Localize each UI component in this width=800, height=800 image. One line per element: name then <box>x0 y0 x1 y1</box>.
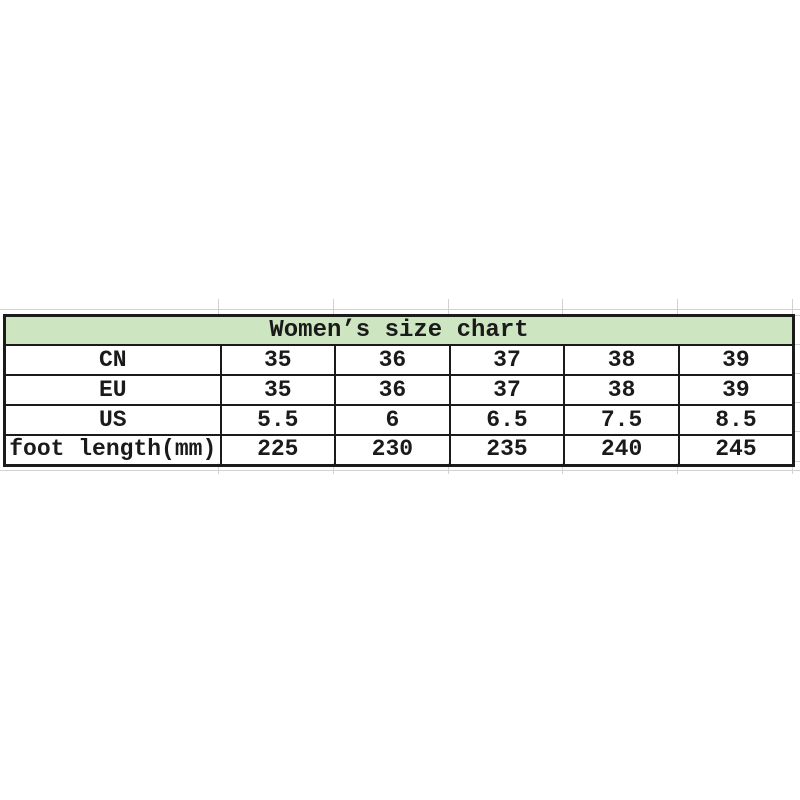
value-cell: 8.5 <box>679 405 794 435</box>
value-cell: 6 <box>335 405 450 435</box>
value-cell: 7.5 <box>564 405 679 435</box>
value-cell: 6.5 <box>450 405 565 435</box>
table-row-foot-length <box>5 435 794 465</box>
value-cell: 38 <box>564 375 679 405</box>
row-label-cn: CN <box>5 345 221 375</box>
gridline-horizontal-above <box>0 309 800 310</box>
value-cell: 38 <box>564 345 679 375</box>
table-row-cn <box>5 345 794 375</box>
size-chart-title-row <box>5 316 794 346</box>
value-cell: 35 <box>221 375 336 405</box>
row-label-foot-length: foot length(mm) <box>5 435 221 465</box>
value-cell: 245 <box>679 435 794 465</box>
value-cell: 240 <box>564 435 679 465</box>
value-cell: 225 <box>221 435 336 465</box>
row-label-eu: EU <box>5 375 221 405</box>
row-label-us: US <box>5 405 221 435</box>
value-cell: 36 <box>335 375 450 405</box>
gridline-horizontal-below <box>0 470 800 471</box>
table-row-eu <box>5 375 794 405</box>
value-cell: 36 <box>335 345 450 375</box>
value-cell: 235 <box>450 435 565 465</box>
value-cell: 39 <box>679 375 794 405</box>
value-cell: 37 <box>450 345 565 375</box>
value-cell: 230 <box>335 435 450 465</box>
value-cell: 39 <box>679 345 794 375</box>
size-chart-title: Women’s size chart <box>5 316 794 346</box>
value-cell: 37 <box>450 375 565 405</box>
value-cell: 35 <box>221 345 336 375</box>
value-cell: 5.5 <box>221 405 336 435</box>
table-row-us <box>5 405 794 435</box>
size-chart-table <box>3 314 795 467</box>
